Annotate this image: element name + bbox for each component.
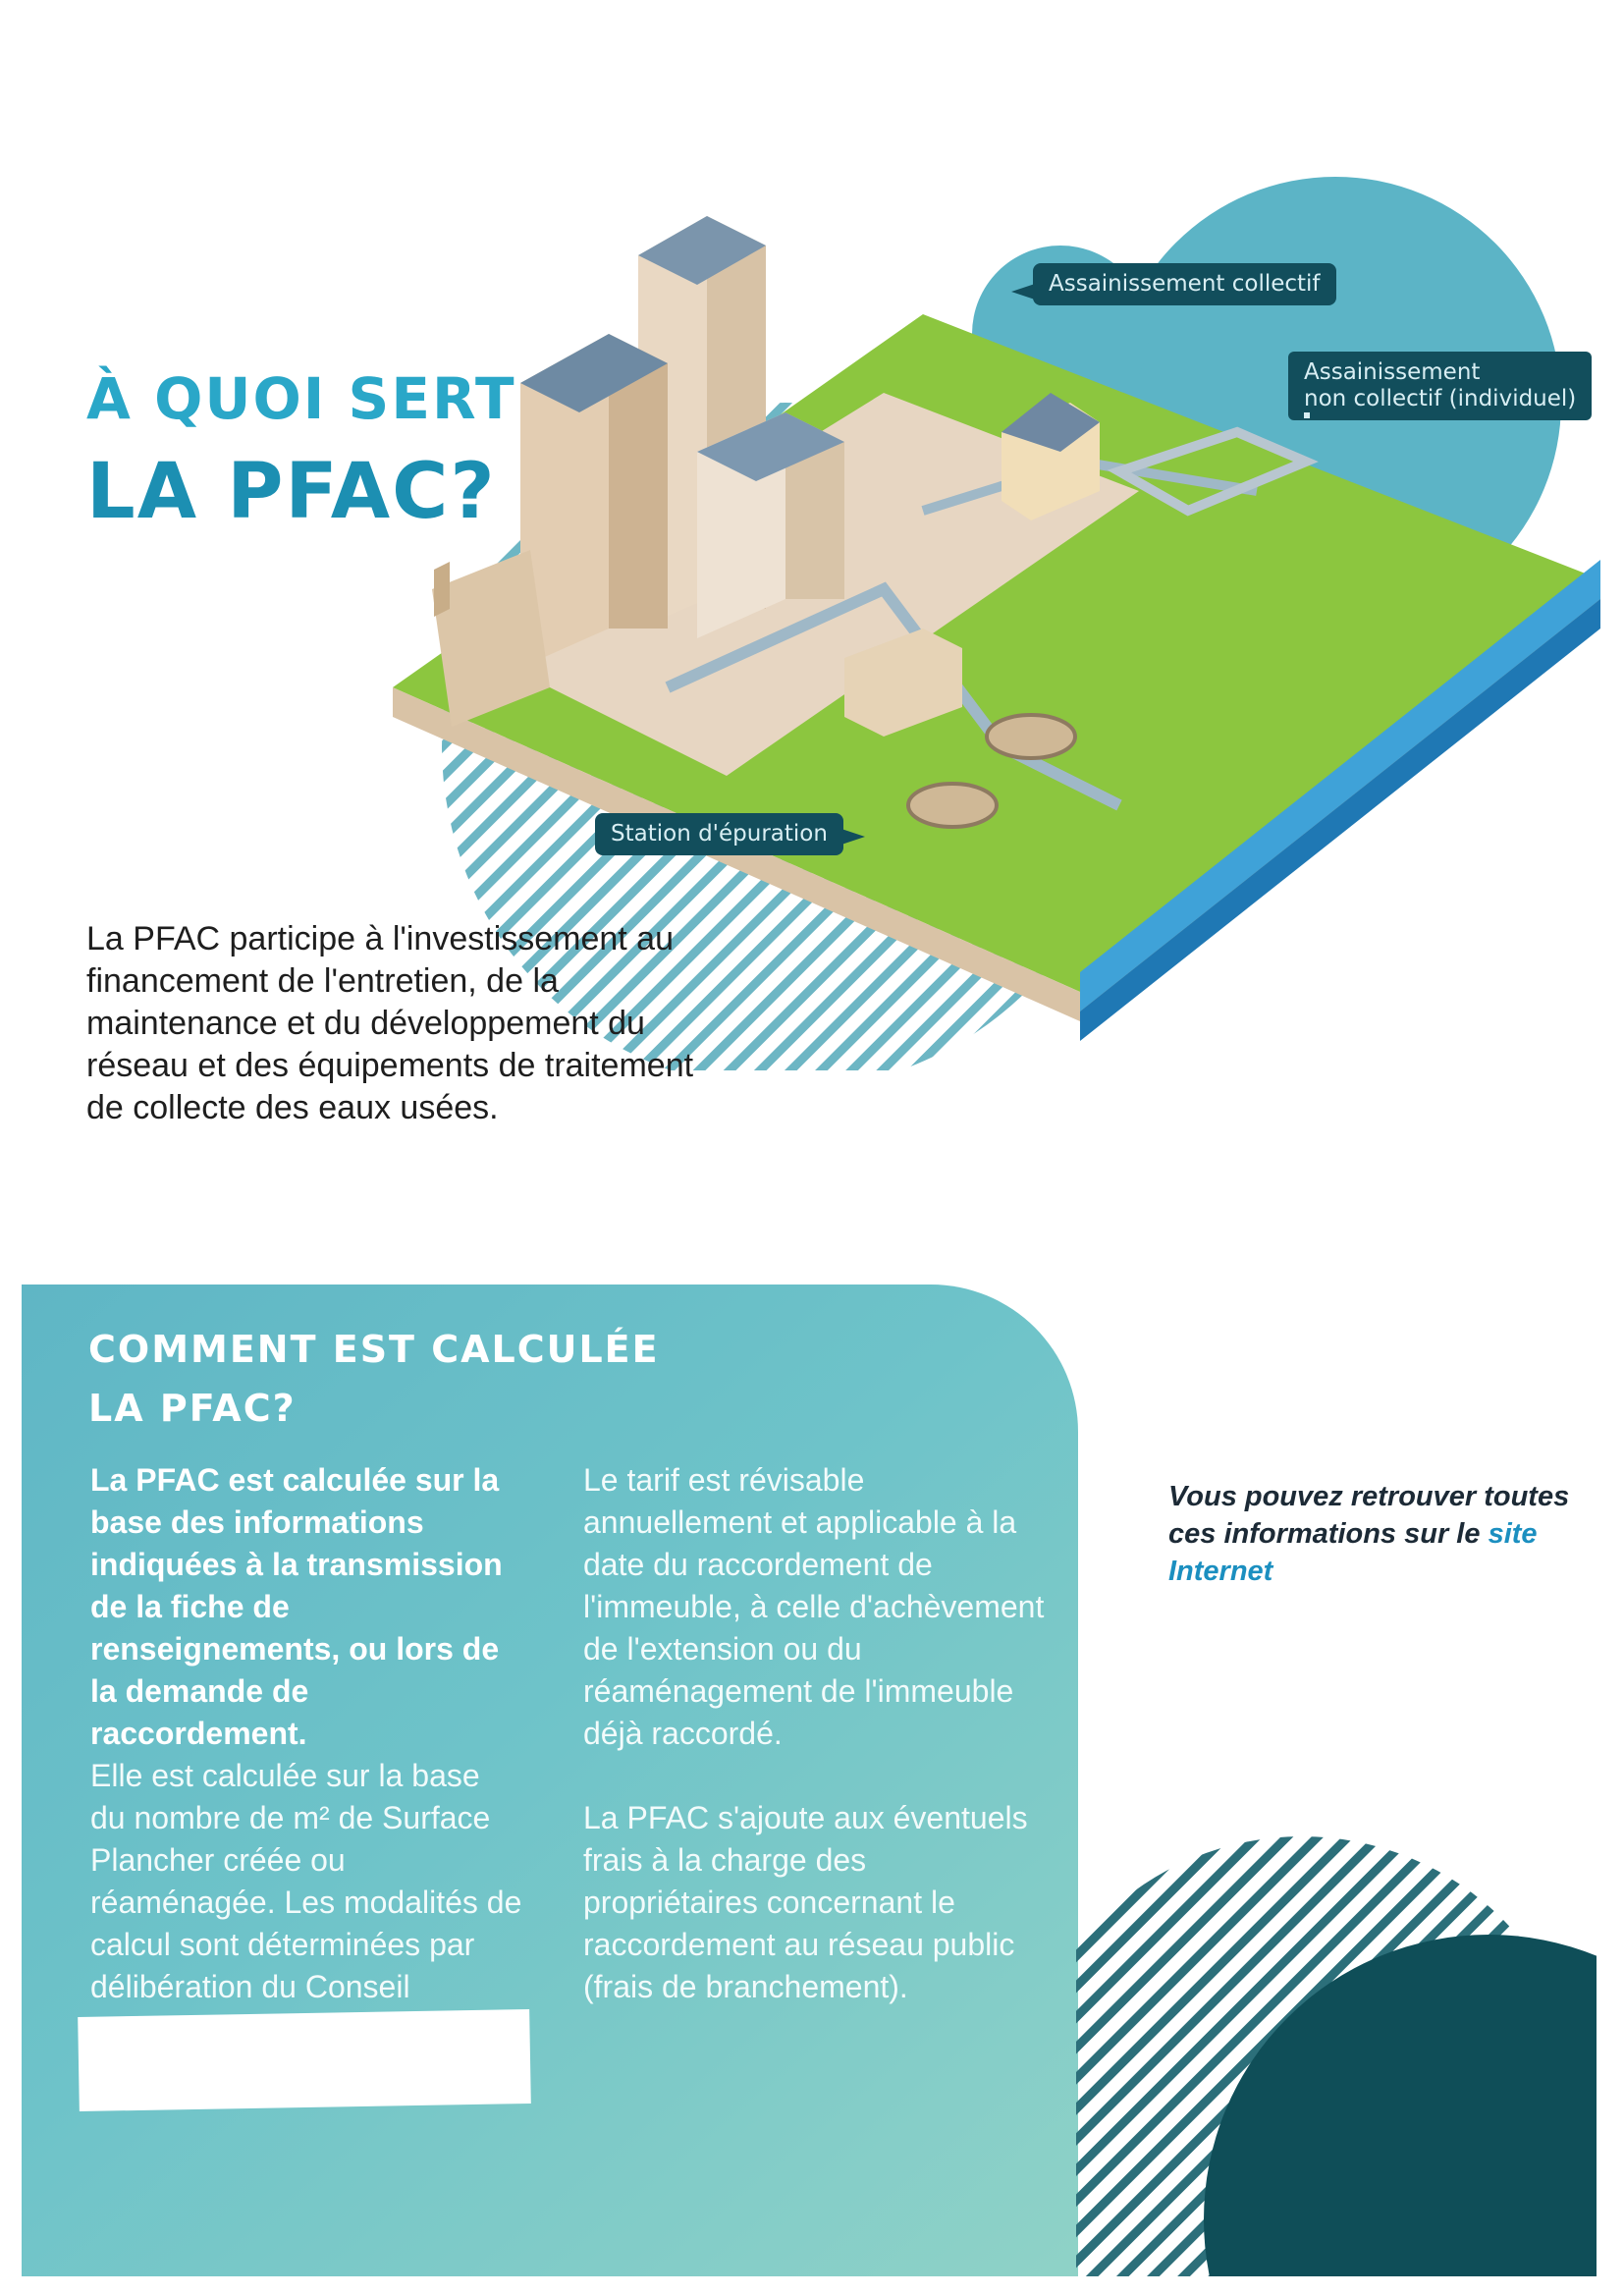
callout-station-epuration: Station d'épuration xyxy=(595,813,843,855)
calculation-column-right xyxy=(583,1459,1045,2050)
office-building xyxy=(520,334,668,668)
redaction-patch xyxy=(78,2009,531,2111)
calculation-normal-text: Elle est calculée sur la base du nombre de m² de Surface Plancher créée ou réaménagée. Les modalités de calcul sont déterminées par délibération du Conseil xyxy=(90,1758,522,2004)
frais-paragraph: La PFAC s'ajoute aux éventuels frais à la charge des propriétaires concernant le raccordement au réseau public (frais de branchement). xyxy=(583,1800,1028,2004)
tarif-paragraph: Le tarif est révisable annuellement et applicable à la date du raccordement de l'immeuble, à celle d'achèvement de l'extension ou du réaménagement de l'immeuble déjà raccordé. xyxy=(583,1462,1045,1751)
calculation-column-left xyxy=(90,1459,522,2008)
title-line-1: À QUOI SERT xyxy=(86,365,516,432)
site-internet-link[interactable]: site Internet xyxy=(1168,1518,1538,1587)
panel-title: COMMENT EST CALCULÉE LA PFAC? xyxy=(88,1328,660,1430)
calculation-bold-text: La PFAC est calculée sur la base des informations indiquées à la transmission de la fiche de renseignements, ou lors de la demande de raccordement. xyxy=(90,1462,503,1751)
callout-assainissement-collectif: Assainissement collectif xyxy=(1033,263,1336,305)
intro-paragraph: La PFAC participe à l'investissement au financement de l'entretien, de la maintenance et du développement du réseau et des équipements de traitement de collecte des eaux usées. xyxy=(86,920,694,1126)
callout-assainissement-non-collectif: Assainissement non collectif (individuel) xyxy=(1288,352,1592,420)
decorative-stripes xyxy=(1076,1797,1597,2276)
calculation-panel xyxy=(22,1285,1078,2276)
info-note: Vous pouvez retrouver toutes ces informations sur le site Internet xyxy=(1168,1481,1570,1587)
title-line-2: LA PFAC? xyxy=(86,448,497,536)
